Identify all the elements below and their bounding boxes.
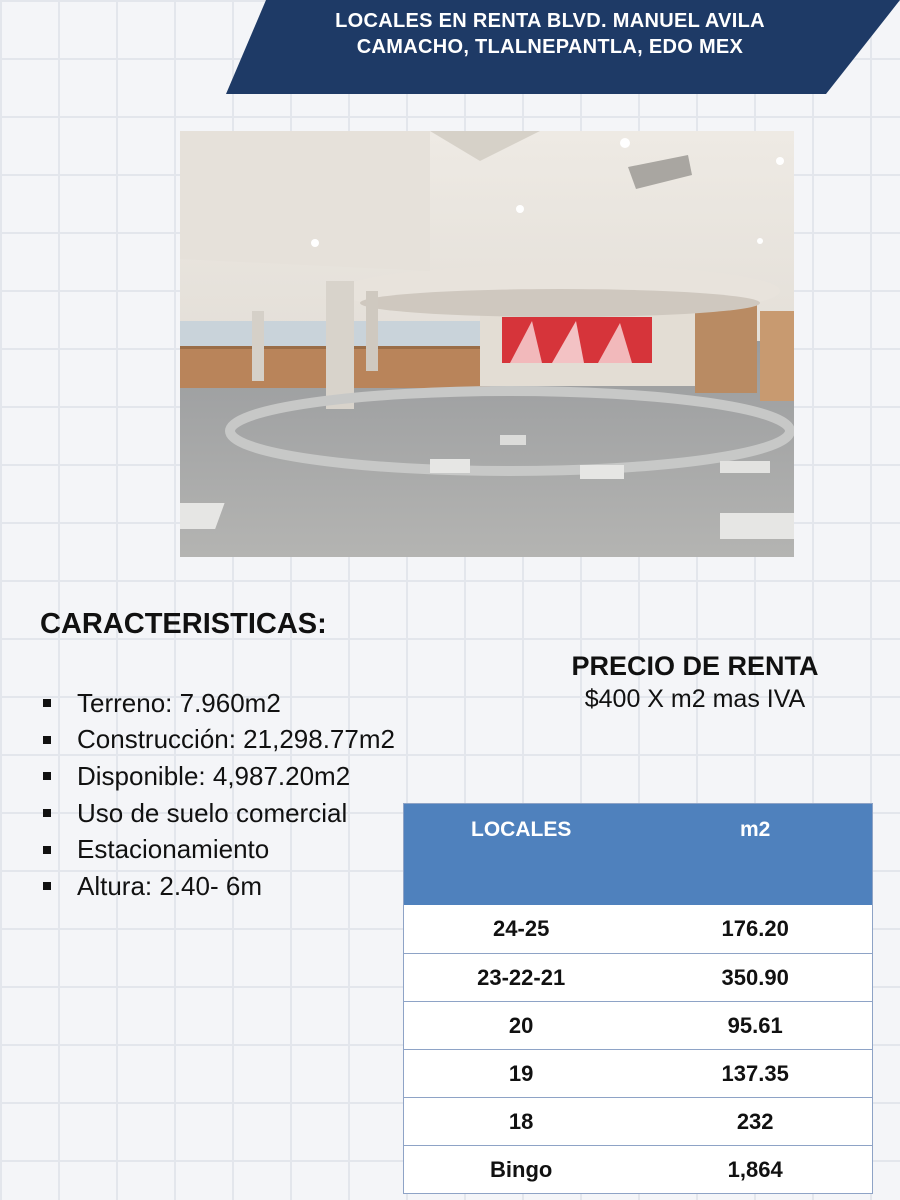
page-title (260, 8, 840, 60)
price-value: $400 X m2 mas IVA (584, 685, 806, 713)
unit-area: 232 (638, 1098, 872, 1146)
unit-area: 137.35 (638, 1050, 872, 1098)
feature-item (40, 685, 460, 722)
header-m2: m2 (638, 804, 872, 906)
square-bullet-icon (43, 846, 51, 854)
feature-text: Altura: 2.40- 6m (77, 870, 262, 901)
feature-text: Construcción: 21,298.77m2 (77, 724, 395, 755)
features-list (40, 685, 460, 905)
property-photo (180, 131, 794, 557)
feature-text: Terreno: 7.960m2 (77, 687, 281, 718)
feature-item (40, 758, 460, 795)
unit-area: 95.61 (638, 1002, 872, 1050)
table-row (404, 954, 873, 1002)
units-table (403, 803, 873, 1194)
title-line-1: LOCALES EN RENTA BLVD. MANUEL AVILA (335, 10, 765, 32)
table-row (404, 1098, 873, 1146)
feature-item (40, 868, 460, 905)
unit-id: 24-25 (493, 916, 550, 941)
title-line-2: CAMACHO, TLALNEPANTLA, EDO MEX (356, 36, 744, 58)
feature-text: Estacionamiento (77, 834, 270, 865)
unit-area: 350.90 (638, 954, 872, 1002)
features-heading: CARACTERISTICAS: (40, 608, 327, 640)
table-row (404, 1146, 873, 1194)
unit-area: 176.20 (721, 916, 789, 941)
square-bullet-icon (43, 772, 51, 780)
square-bullet-icon (43, 809, 51, 817)
unit-id: 19 (404, 1050, 639, 1098)
square-bullet-icon (43, 699, 51, 707)
unit-id: Bingo (404, 1146, 639, 1194)
price-section (540, 648, 850, 714)
header-locales: LOCALES (404, 804, 639, 906)
feature-item (40, 831, 460, 868)
unit-area: 1,864 (638, 1146, 872, 1194)
feature-text: Disponible: 4,987.20m2 (77, 760, 351, 791)
feature-item (40, 795, 460, 832)
table-row (404, 1050, 873, 1098)
price-title: PRECIO DE RENTA (571, 651, 819, 681)
table-header-row (404, 804, 873, 906)
square-bullet-icon (43, 882, 51, 890)
feature-item (40, 722, 460, 759)
unit-id: 20 (404, 1002, 639, 1050)
square-bullet-icon (43, 736, 51, 744)
unit-id: 18 (404, 1098, 639, 1146)
table-row (404, 905, 873, 954)
unit-id: 23-22-21 (404, 954, 639, 1002)
feature-text: Uso de suelo comercial (77, 797, 348, 828)
table-row (404, 1002, 873, 1050)
